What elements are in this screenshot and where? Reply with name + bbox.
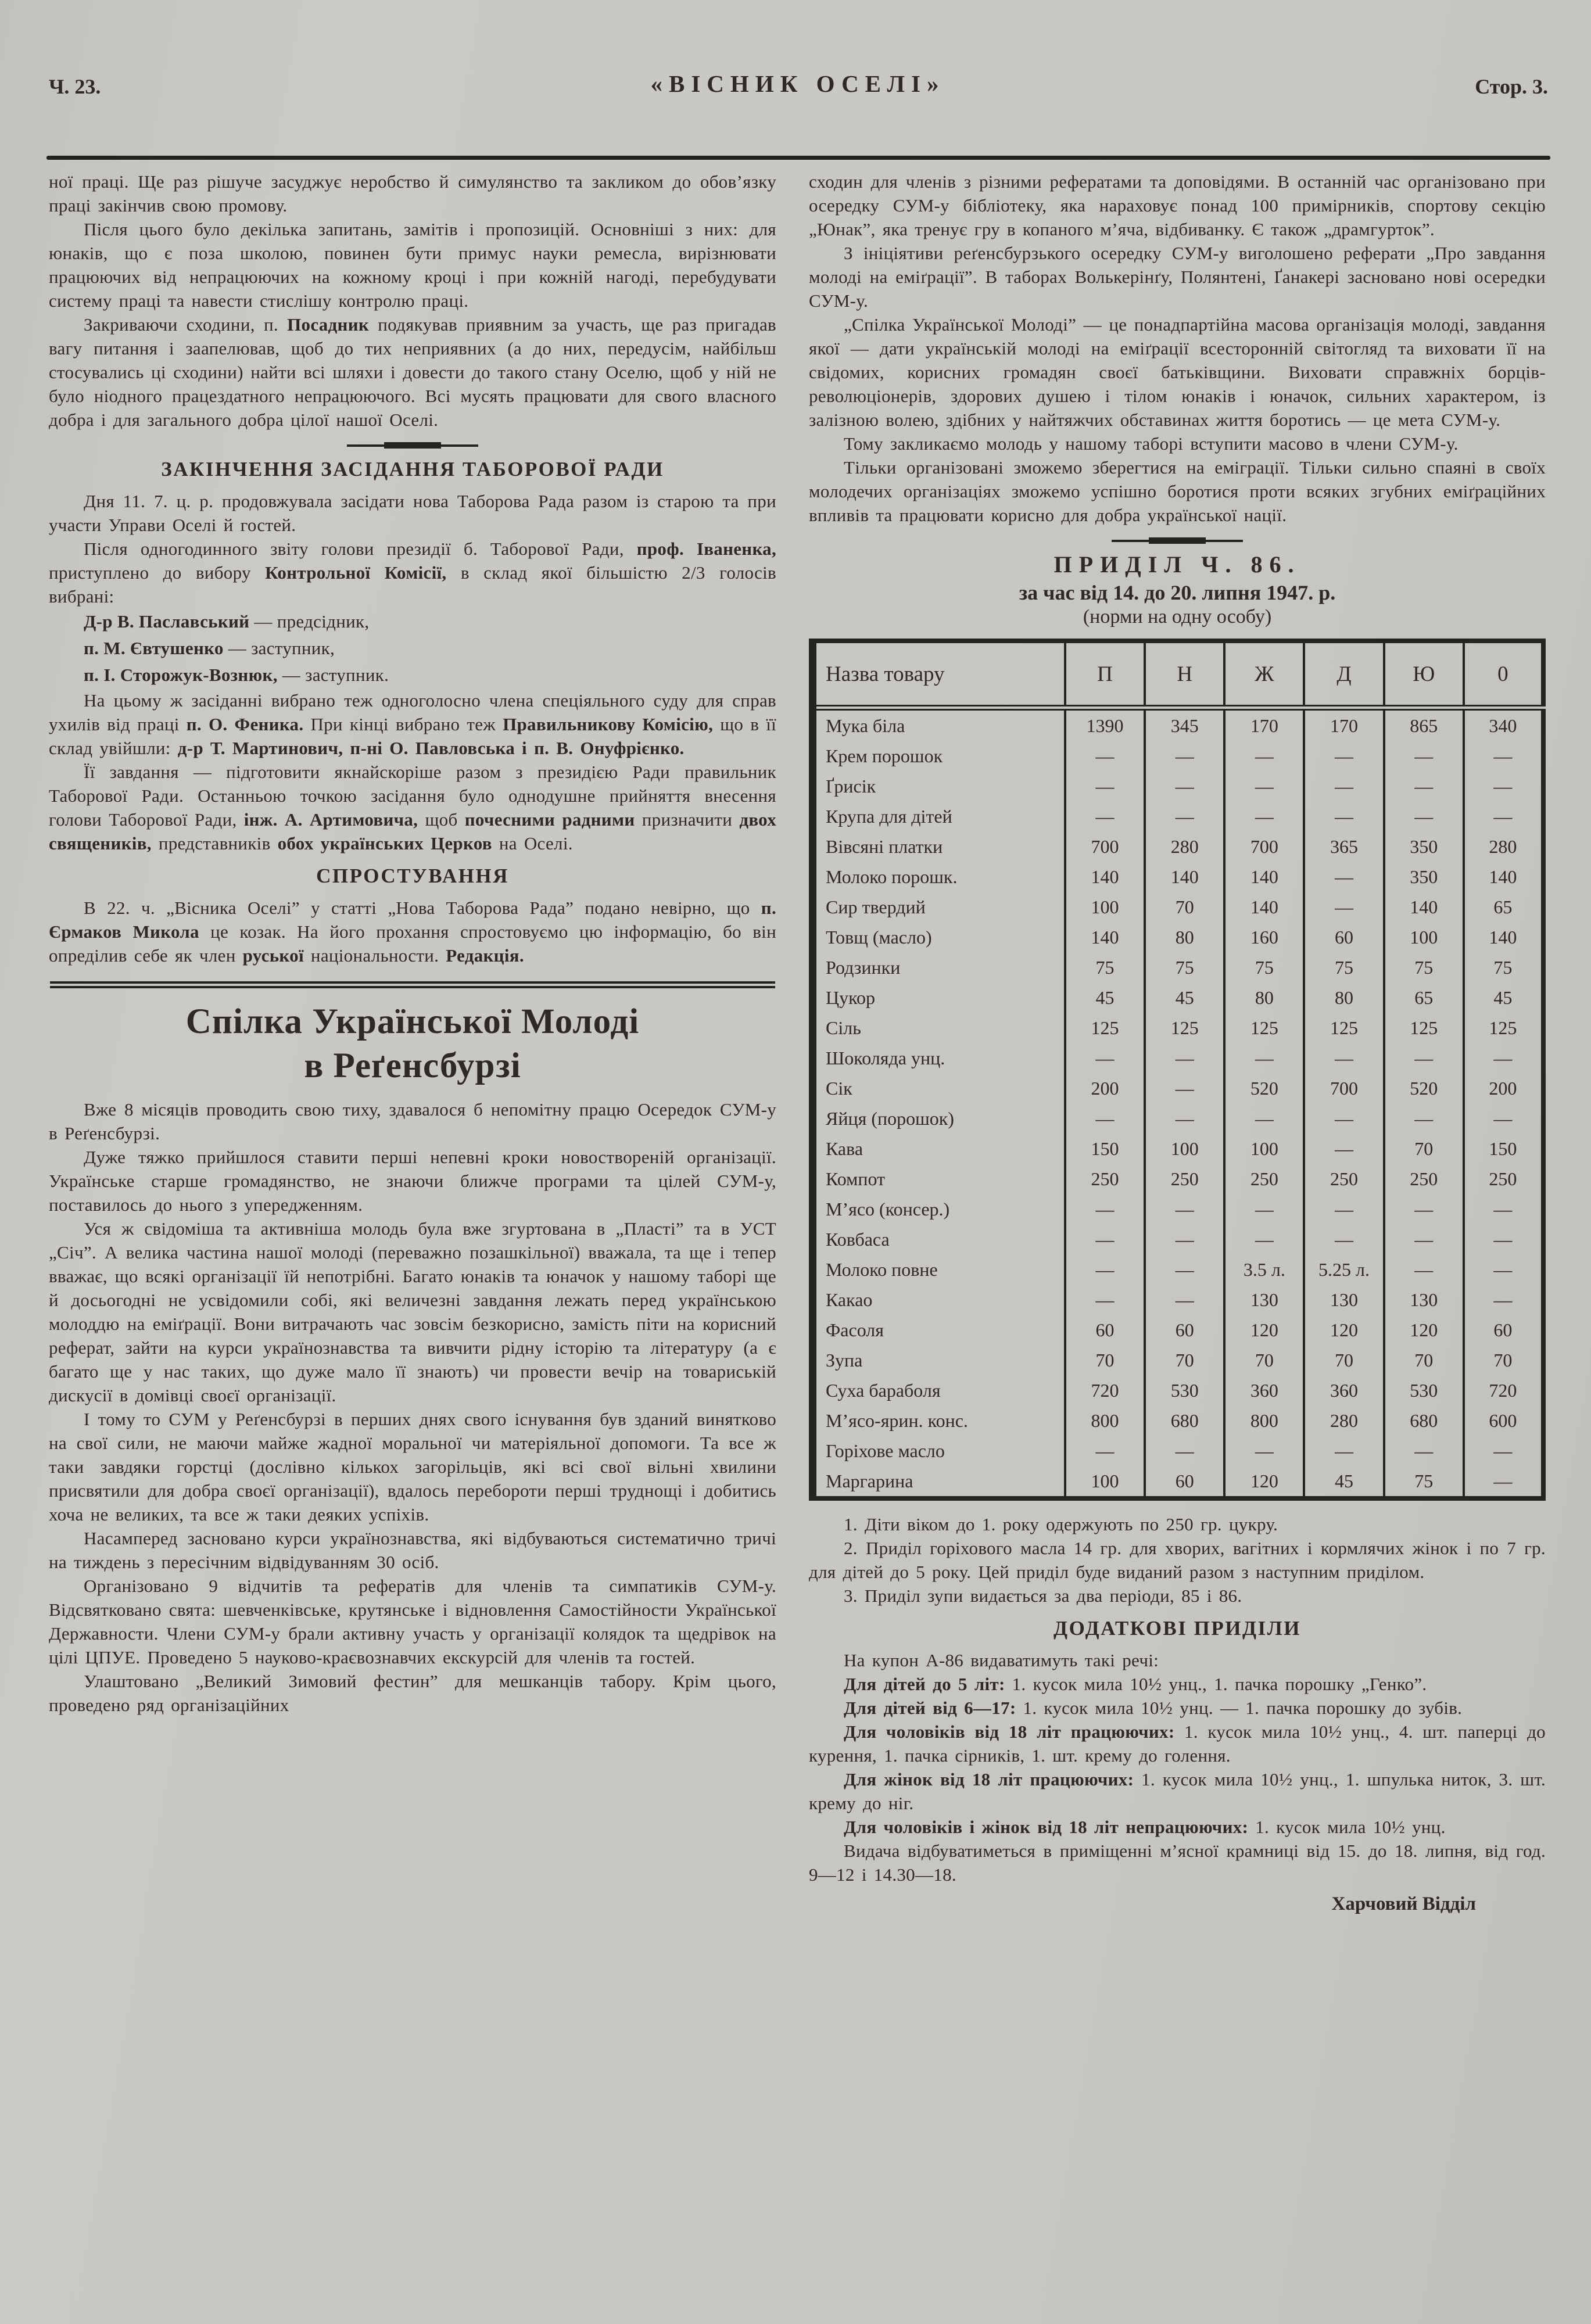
ration-title: ПРИДІЛ Ч. 86. [1054, 551, 1301, 578]
table-row: Крем порошок — — — — — — [813, 741, 1544, 771]
article-title [49, 1000, 776, 1088]
paragraph: Тому закликаємо молодь у нашому таборі вступити масово в члени СУМ-у. [844, 433, 1459, 454]
paragraph: Закриваючи сходини, п. Посадник подякував приявним за участь, ще раз пригадав вагу питання і заапелював, щоб до тих неприявних (а до них, передусім, найбільш стосувались ці сходини) найти всі шляхи і довести до такого стану Оселю, щоб у ній не було ніодного працездатного непрацюючого. Всі мусять працювати для свого власного добра і для загального добра цілої нашої Оселі. [49, 314, 776, 430]
table-row: Кава 150 100 100 — 70 150 [813, 1134, 1544, 1164]
section-divider-ornament [49, 442, 776, 449]
paragraph: З ініціятиви реґенсбурзького осередку СУМ-у виголошено реферати „Про завдання молоді на еміґрації”. В таборах Волькерінґу, Полянтені, Ґанакері засновано нові осередки СУМ-у. [809, 243, 1546, 311]
paragraph: На цьому ж засіданні вибрано теж одноголосно члена спеціяльного суду для справ ухилів від праці п. О. Феника. При кінці вибрано теж Правильникову Комісію, що в її склад увійшли: д-р Т. Мартинович, п-ні О. Павловська і п. В. Онуфрієнко. [49, 690, 777, 758]
table-row: Шоколяда унц. — — — — — — [813, 1043, 1544, 1073]
table-row: Сіль 125 125 125 125 125 125 [813, 1013, 1544, 1043]
paragraph: І тому то СУМ у Реґенсбурзі в перших днях свого існування був зданий винятково на свої сили, не маючи майже жадної моральної чи матеріяльної допомоги. Та все ж таки завдяки горстці (дослівно кількох загорільців, які всі свої вільні хвилини присвятили для добра своєї організації), вдалось перебороти перші труднощі і добитись хоча не великих, та все ж таки деяких успіхів. [49, 1409, 776, 1525]
paragraph: Для дітей до 5 літ: 1. кусок мила 10½ унц., 1. пачка порошку „Генко”. [844, 1674, 1427, 1694]
paragraph: Організовано 9 відчитів та рефератів для членів та симпатиків СУМ-у. Відсвятковано свята: шевченківське, крутянське і відновлення Самостійности Української Державности. Члени СУМ-у брали активну участь у організації колядок та щедрівок на цілі ЦПУЕ. Проведено 5 науково-краєвознавчих екскурсій для членів та гостей. [49, 1576, 776, 1667]
issue-number: Ч. 23. [49, 75, 101, 98]
table-row: Сік 200 — 520 700 520 200 [813, 1073, 1544, 1103]
table-header-cell: Ю [1384, 641, 1464, 708]
paragraph: Улаштовано „Великий Зимовий фестин” для мешканців табору. Крім цього, проведено ряд організаційних [49, 1671, 776, 1715]
table-row: Горіхове масло — — — — — — [813, 1436, 1544, 1466]
table-row: Сир твердий 100 70 140 — 140 65 [813, 892, 1544, 922]
section-title: ДОДАТКОВІ ПРИДІЛИ [1054, 1617, 1301, 1640]
paragraph: Насамперед засновано курси українознавства, які відбуваються систематично тричі на тиждень з пересічним відвідуванням 30 осіб. [49, 1528, 776, 1572]
ration-note: (норми на одну особу) [1083, 606, 1272, 627]
table-header-cell: 0 [1464, 641, 1543, 708]
table-row: Суха бараболя 720 530 360 360 530 720 [813, 1375, 1544, 1405]
table-header-cell: Н [1145, 641, 1224, 708]
paragraph: Для чоловіків від 18 літ працюючих: 1. кусок мила 10½ унц., 4. шт. паперці до курення, 1. пачка сірників, 1. шт. крему до голення. [809, 1722, 1546, 1766]
ration-subtitle: за час від 14. до 20. липня 1947. р. [1019, 581, 1336, 604]
article-title-line1: Спілка Української Молоді [185, 1002, 640, 1041]
table-header-row [813, 641, 1544, 708]
paragraph: Її завдання — підготовити якнайскоріше разом з президією Ради правильник Таборової Ради. Останньою точкою засідання було однодушне прийняття внесення голови Таборової Ради, інж. А. Артимовича, щоб почесними радними призначити двох священиків, представників обох українських Церков на Оселі. [49, 762, 776, 853]
masthead [48, 69, 1548, 107]
article-title-line2: в Реґенсбурзі [304, 1046, 521, 1085]
paragraph: В 22. ч. „Вісника Оселі” у статті „Нова Таборова Рада” подано невірно, що п. Єрмаков Микола це козак. На його прохання спростовуємо цю інформацію, бо він опреділив себе як член руської національности. Редакція. [49, 898, 776, 966]
paragraph: Вже 8 місяців проводить свою тиху, здавалося б непомітну працю Осередок СУМ-у в Реґенсбурзі. [49, 1099, 776, 1143]
table-header-cell: П [1065, 641, 1145, 708]
heavy-rule [50, 981, 775, 988]
paragraph: На купон А-86 видаватимуть такі речі: [844, 1650, 1159, 1670]
table-row: Компот 250 250 250 250 250 250 [813, 1164, 1544, 1194]
table-row: Ковбаса — — — — — — [813, 1224, 1544, 1254]
table-row: М’ясо-ярин. конс. 800 680 800 280 680 600 [813, 1405, 1544, 1436]
table-row: Мука біла 1390 345 170 170 865 340 [813, 708, 1544, 741]
newspaper-title: «ВІСНИК ОСЕЛІ» [650, 70, 945, 97]
paragraph: Для дітей від 6—17: 1. кусок мила 10½ унц. — 1. пачка порошку до зубів. [844, 1698, 1463, 1718]
table-row: Молоко повне — — 3.5 л. 5.25 л. — — [813, 1254, 1544, 1285]
table-row: Молоко порошк. 140 140 140 — 350 140 [813, 862, 1544, 892]
section-title: ЗАКІНЧЕННЯ ЗАСІДАННЯ ТАБОРОВОЇ РАДИ [161, 458, 664, 480]
table-note: 1. Діти віком до 1. року одержують по 250 гр. цукру. [844, 1514, 1278, 1534]
table-row: Маргарина 100 60 120 45 75 — [813, 1466, 1544, 1498]
table-row: Фасоля 60 60 120 120 120 60 [813, 1315, 1544, 1345]
column-right [809, 170, 1546, 1915]
table-row: Какао — — 130 130 130 — [813, 1285, 1544, 1315]
ration-table [809, 639, 1546, 1501]
table-row: М’ясо (консер.) — — — — — — [813, 1194, 1544, 1224]
paragraph: Для жінок від 18 літ працюючих: 1. кусок мила 10½ унц., 1. шпулька ниток, 3. шт. крему до ніг. [809, 1769, 1546, 1813]
paragraph: Видача відбуватиметься в приміщенні м’ясної крамниці від 15. до 18. липня, від год. 9—12 і 14.30—18. [809, 1841, 1546, 1885]
column-left [49, 170, 776, 1717]
table-row: Ґрисік — — — — — — [813, 771, 1544, 801]
paragraph: ної праці. Ще раз рішуче засуджує неробство й симулянство та закликом до обов’язку праці закінчив свою промову. [49, 171, 776, 216]
paragraph: Після одногодинного звіту голови президії б. Таборової Ради, проф. Іваненка, приступлено до вибору Контрольної Комісії, в склад якої більшістю 2/3 голосів вибрані: [49, 539, 776, 607]
table-row: Вівсяні платки 700 280 700 365 350 280 [813, 831, 1544, 862]
list-item: Д-р В. Паславський — предсідник, [84, 611, 370, 632]
table-row: Родзинки 75 75 75 75 75 75 [813, 952, 1544, 982]
table-header-cell: Назва товару [813, 641, 1065, 708]
section-title: СПРОСТУВАННЯ [316, 865, 509, 887]
list-item: п. М. Євтушенко — заступник, [84, 638, 335, 658]
paragraph: Дня 11. 7. ц. р. продовжувала засідати нова Таборова Рада разом із старою та при участи Управи Оселі й гостей. [49, 491, 776, 535]
section-divider-ornament [809, 537, 1546, 544]
table-row: Яйця (порошок) — — — — — — [813, 1103, 1544, 1134]
table-header-cell: Д [1304, 641, 1384, 708]
masthead-rule [46, 156, 1550, 160]
paragraph: Уся ж свідоміша та активніша молодь була вже згуртована в „Пласті” та в УСТ „Січ”. А велика частина нашої молоді (переважно позашкільної) вважала, та ще і тепер вважає, що всякі організації їй непотрібні. Багато юнаків та юначок у нашому таборі ще й досьогодні не усвідомили собі, які величезні завдання лежать перед українською молоддю на еміґрації. Вони витрачають час зовсім безкорисно, замість піти на корисний реферат, зайти на курси українознавства та вивчити рідну історію та літературу (а є багато ще у нас таких, що дуже мало її знають) чи провести вечір на товариській дискусії в домівці своєї організації. [49, 1218, 776, 1405]
paragraph: Після цього було декілька запитань, замітів і пропозицій. Основніші з них: для юнаків, що є поза школою, повинен бути примус науки ремесла, вирізнювати працюючих від непрацюючих на кожному кроці і при кожній нагоді, перебудувати систему праці та навести стислішу контролю праці. [49, 219, 776, 311]
table-note: 2. Приділ горіхового масла 14 гр. для хворих, вагітних і кормлячих жінок і по 7 гр. для дітей до 5 року. Цей приділ буде виданий разом з наступним приділом. [809, 1538, 1546, 1582]
signature: Харчовий Відділ [1331, 1893, 1476, 1914]
table-row: Цукор 45 45 80 80 65 45 [813, 982, 1544, 1013]
paragraph: сходин для членів з різними рефератами та доповідями. В останній час організовано при осередку СУМ-у бібліотеку, яка нараховує понад 100 примірників, спортову секцію „Юнак”, яка тренує гру в копаного м’яча, відбиванку. Є також „драмгурток”. [809, 171, 1546, 239]
table-row: Зупа 70 70 70 70 70 70 [813, 1345, 1544, 1375]
list-item: п. І. Сторожук-Вознюк, — заступник. [84, 665, 389, 685]
table-note: 3. Приділ зупи видається за два періоди, 85 і 86. [844, 1586, 1242, 1606]
table-row: Товщ (масло) 140 80 160 60 100 140 [813, 922, 1544, 952]
paragraph: Дуже тяжко прийшлося ставити перші непевні кроки новоствореній організації. Українське старше громадянство, не знаючи ближче програми та цілей СУМ-у, поставилось до нього з упередженням. [49, 1147, 776, 1215]
table-row: Крупа для дітей — — — — — — [813, 801, 1544, 831]
paragraph: Тільки організовані зможемо зберегтися на еміграції. Тільки сильно спаяні в своїх молодечих організаціях зможемо успішно боротися проти всяких згубних еміґраційних впливів та працювати корисно для добра української нації. [809, 457, 1546, 525]
table-header-cell: Ж [1224, 641, 1304, 708]
page-number: Стор. 3. [1475, 75, 1548, 98]
paragraph: Для чоловіків і жінок від 18 літ непрацюючих: 1. кусок мила 10½ унц. [844, 1817, 1446, 1837]
paragraph: „Спілка Української Молоді” — це понадпартійна масова організація молоді, завдання якої — дати українській молоді на еміґрації всесторонній світогляд та виховати її на свідомих, корисних громадян своєї батьківщини. Виховати справжніх борців-революціонерів, здорових душею і тілом юнаків і юначок, сильних характером, із залізною волею, здібних у найтяжчих обставинах життя боротись — це мета СУМ-у. [809, 314, 1546, 430]
